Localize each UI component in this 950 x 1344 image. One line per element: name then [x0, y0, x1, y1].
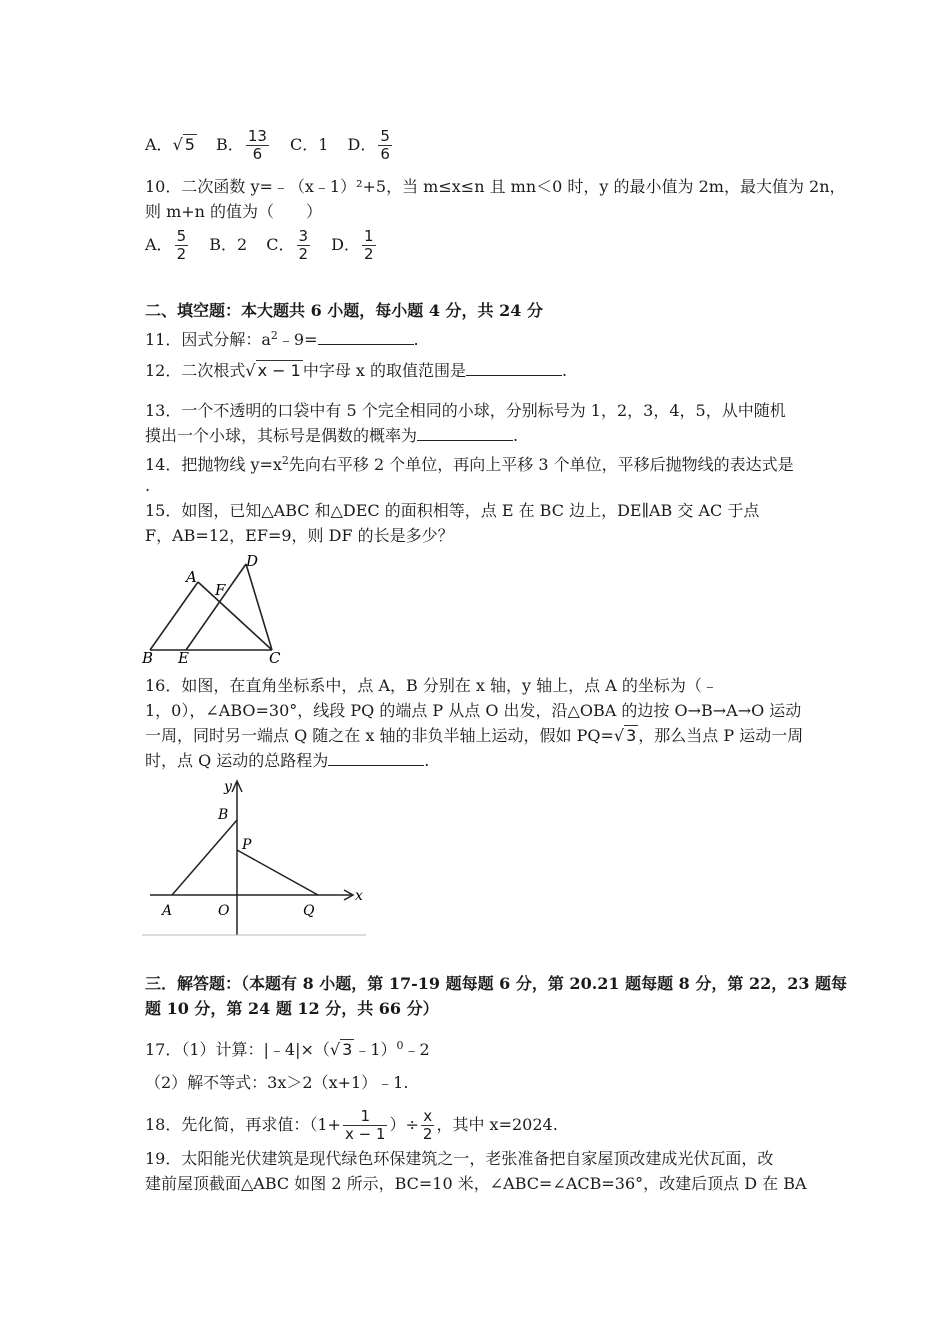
- label-c: C: [269, 649, 281, 667]
- q13-answer-blank: [417, 426, 513, 441]
- q10-line2: 则 m+n 的值为（ ）: [145, 202, 323, 221]
- section2-title: 二、填空题：本大题共 6 小题，每小题 4 分，共 24 分: [145, 301, 543, 320]
- q9-options: [145, 128, 408, 163]
- q13-line2: 摸出一个小球，其标号是偶数的概率为 .: [145, 426, 519, 445]
- label-p: P: [242, 837, 252, 853]
- q16-line3: 一周，同时另一端点 Q 随之在 x 轴的非负半轴上运动，假如 PQ=√ 3 ，那么当点 P 运动一周: [145, 726, 804, 745]
- q10-option-a: A． $\frac{5}{2}$: [145, 227, 187, 263]
- q11-answer-blank: [318, 330, 414, 345]
- q10-option-b: B．2: [209, 235, 248, 254]
- q14-line2: .: [145, 476, 151, 495]
- q9-option-b: B． $\frac{13}{6}$: [216, 127, 267, 163]
- q18: 18．先化简，再求值：（1+ $\frac{1}{x - 1}$ ）÷ $\frac{x}{2}$ ，其中 x=2024.: [145, 1107, 558, 1143]
- q9-option-c: C．1: [290, 135, 329, 154]
- q19-line1: 19．太阳能光伏建筑是现代绿色环保建筑之一，老张准备把自家屋顶改建成光伏瓦面，改: [145, 1149, 774, 1168]
- label-a: A: [186, 568, 197, 586]
- q12-answer-blank: [466, 361, 562, 376]
- q17: 17．（1）计算：|﹣4|×（√ 3 ﹣1）$^0$﹣2: [145, 1039, 430, 1059]
- q15-line1: 15．如图，已知△ABC 和△DEC 的面积相等，点 E 在 BC 边上，DE∥AB 交 AC 于点: [145, 501, 760, 520]
- q16-line1: 16．如图，在直角坐标系中，点 A，B 分别在 x 轴，y 轴上，点 A 的坐标为（﹣: [145, 676, 718, 695]
- label-x: x: [355, 888, 363, 904]
- q10-option-c: C． $\frac{3}{2}$: [266, 227, 309, 263]
- label-f: F: [215, 581, 226, 599]
- label-y: y: [224, 779, 232, 795]
- label-d: D: [246, 552, 259, 570]
- q15-line2: F，AB=12，EF=9，则 DF 的长是多少？: [145, 526, 454, 545]
- q16-coordinate-figure: [140, 775, 370, 940]
- label-o: O: [218, 903, 230, 919]
- q16-line4: 时，点 Q 运动的总路程为 .: [145, 751, 430, 770]
- q16-answer-blank: [328, 751, 424, 766]
- label-b: B: [142, 649, 154, 667]
- label-b: B: [218, 807, 229, 823]
- section3-line2: 题 10 分，第 24 题 12 分，共 66 分）: [145, 999, 439, 1018]
- q11: 11．因式分解：$a^2﹣9=$ .: [145, 329, 419, 349]
- q9-option-d: D． $\frac{5}{6}$: [347, 127, 390, 163]
- q14-line1: 14．把抛物线 $y=x^2$先向右平移 2 个单位，再向上平移 3 个单位，平移后抛物线的表达式是: [145, 454, 794, 474]
- q16-line2: 1，0），∠ABO=30°，线段 PQ 的端点 P 从点 O 出发，沿△OBA 的边按 O→B→A→O 运动: [145, 701, 802, 720]
- q15-triangle-figure: [140, 550, 290, 668]
- q19-line2: 建前屋顶截面△ABC 如图 2 所示，BC=10 米，∠ABC=∠ACB=36°，改建后顶点 D 在 BA: [145, 1174, 807, 1193]
- q10-line1: 10．二次函数 y=﹣（x﹣1）²+5，当 m≤x≤n 且 mn＜0 时，y 的最小值为 2m，最大值为 2n，: [145, 177, 846, 196]
- segment-ba: [150, 582, 198, 650]
- label-q: Q: [303, 903, 315, 919]
- q10-option-d: D． $\frac{1}{2}$: [331, 227, 374, 263]
- label-e: E: [178, 649, 189, 667]
- section3-line1: 三．解答题：（本题有 8 小题，第 17-19 题每题 6 分，第 20.21 题每题 8 分，第 22，23 题每: [145, 974, 848, 993]
- q9-option-a: A．√ 5: [145, 135, 195, 154]
- label-a: A: [162, 903, 173, 919]
- q13-line1: 13．一个不透明的口袋中有 5 个完全相同的小球，分别标号为 1，2，3，4，5，从中随机: [145, 401, 786, 420]
- q10-options: [145, 228, 392, 263]
- segment-ab: [172, 820, 237, 895]
- segment-pq: [237, 850, 318, 895]
- q17b: （2）解不等式：3x＞2（x+1）﹣1.: [145, 1073, 409, 1092]
- q12: 12．二次根式√ x − 1 中字母 x 的取值范围是 .: [145, 361, 568, 380]
